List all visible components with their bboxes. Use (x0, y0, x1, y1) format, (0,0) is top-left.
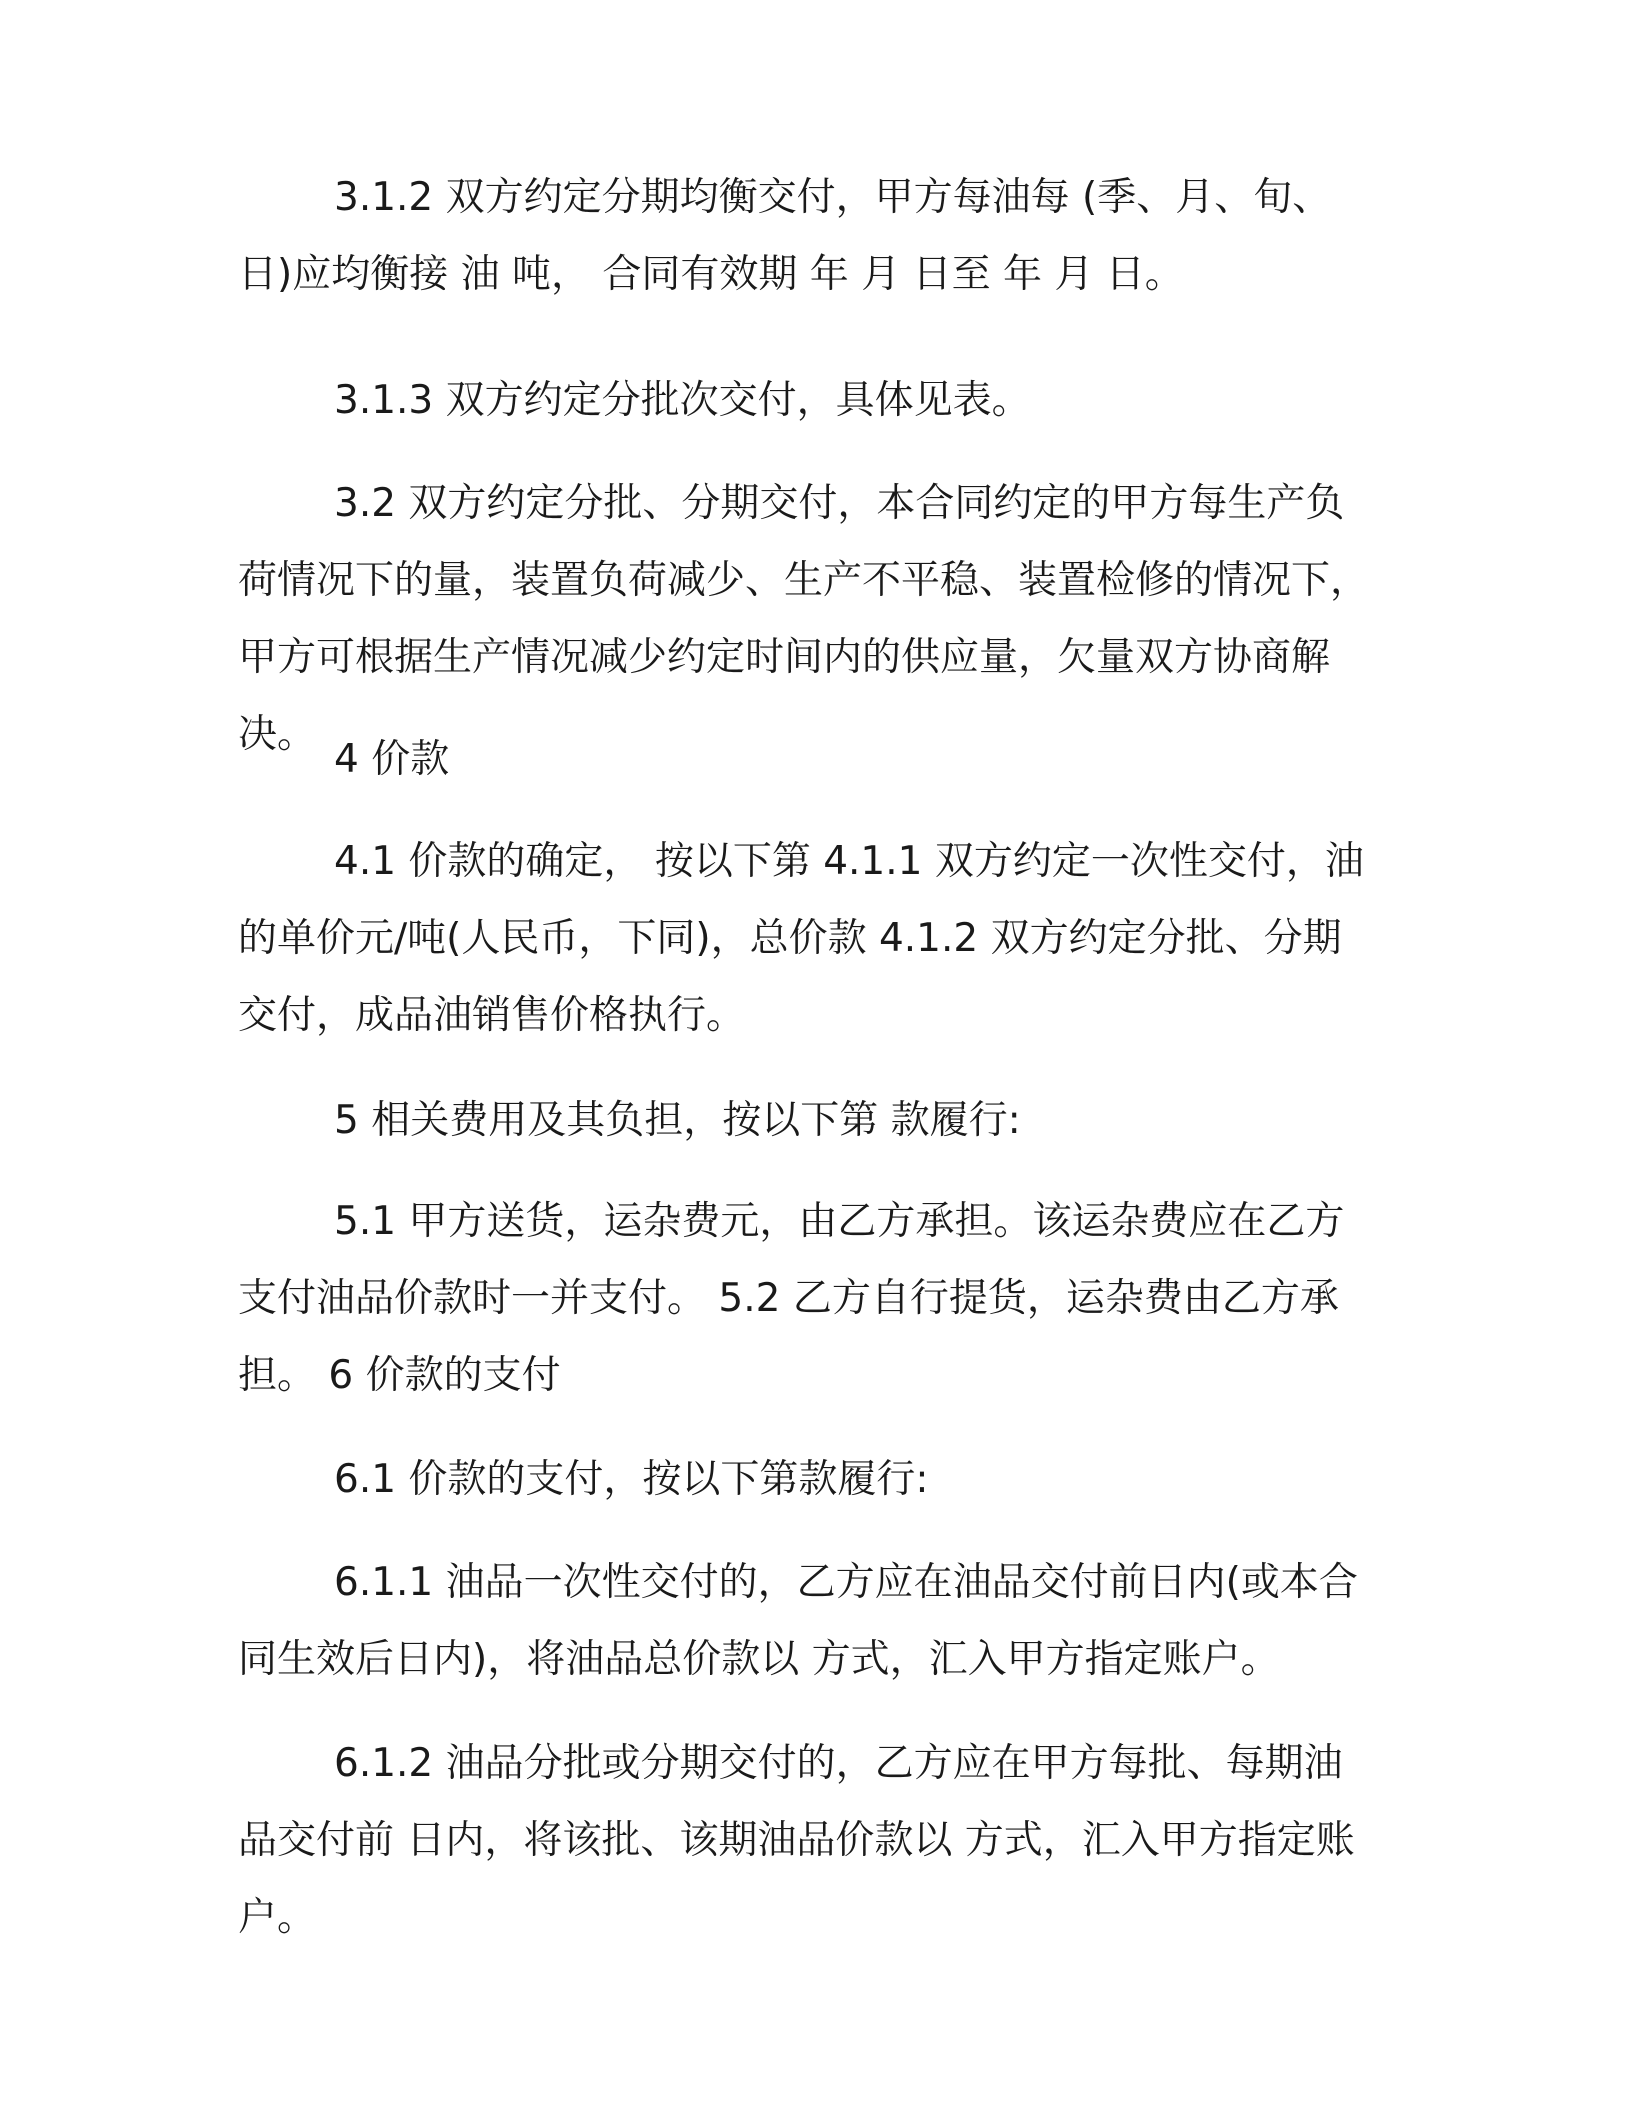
paragraph-6-1: 6.1 价款的支付，按以下第款履行: (334, 1457, 929, 1502)
section-heading-4: 4 价款 (334, 737, 450, 782)
paragraph-3-1-3: 3.1.3 双方约定分批次交付，具体见表。 (334, 378, 1031, 423)
paragraph-5: 5 相关费用及其负担，按以下第 款履行: (334, 1098, 1021, 1143)
paragraph-3-1-2: 3.1.2 双方约定分期均衡交付，甲方每油每 (季、月、旬、日)应均衡接 油 吨， 合同有效期 年 月 日至 年 月 日。 (238, 175, 1332, 297)
paragraph-6-1-1: 6.1.1 油品一次性交付的，乙方应在油品交付前日内(或本合同生效后日内)，将油品总价款以 方式，汇入甲方指定账户。 (238, 1560, 1358, 1682)
paragraph-4-1: 4.1 价款的确定， 按以下第 4.1.1 双方约定一次性交付，油的单价元/吨(人民币，下同)，总价款 4.1.2 双方约定分批、分期交付，成品油销售价格执行。 (238, 839, 1364, 1038)
paragraph-3-2: 3.2 双方约定分批、分期交付，本合同约定的甲方每生产负荷情况下的量，装置负荷减少、生产不平稳、装置检修的情况下，甲方可根据生产情况减少约定时间内的供应量，欠量双方协商解决。 (238, 481, 1370, 757)
paragraph-5-1: 5.1 甲方送货，运杂费元，由乙方承担。该运杂费应在乙方支付油品价款时一并支付。 5.2 乙方自行提货，运杂费由乙方承担。 6 价款的支付 (238, 1199, 1345, 1398)
paragraph-6-1-2: 6.1.2 油品分批或分期交付的，乙方应在甲方每批、每期油品交付前 日内，将该批、该期油品价款以 方式，汇入甲方指定账户。 (238, 1741, 1355, 1940)
